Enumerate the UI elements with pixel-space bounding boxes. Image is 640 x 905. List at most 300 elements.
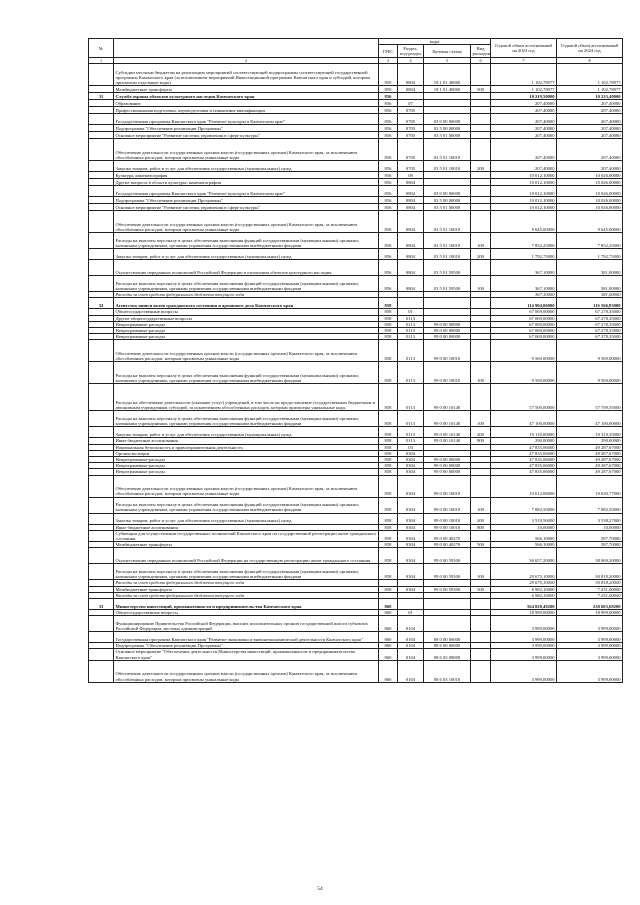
row-value-2024: 207,40000 (557, 100, 623, 107)
row-target-article: 03 5 01 10010 (424, 161, 471, 172)
row-number (89, 107, 114, 114)
row-name: Служба охраны объектов культурного наследия Камчатского края (114, 93, 379, 100)
row-value-2023: 566,10000 (491, 542, 557, 548)
row-value-2023: 36 657,20000 (491, 548, 557, 564)
row-grbs: 858 (379, 362, 398, 384)
row-razdel: 01 (398, 610, 424, 616)
table-row (89, 179, 623, 186)
row-expense-type (471, 530, 491, 541)
row-number (89, 204, 114, 211)
row-value-2023: 29 675,10000 (491, 564, 557, 580)
row-razdel: 0705 (398, 161, 424, 172)
row-number: 32 (89, 298, 114, 309)
row-target-article: 99 0 00 00000 (424, 328, 471, 334)
row-grbs: 856 (379, 139, 398, 161)
row-value-2024: 207,40000 (557, 161, 623, 172)
row-value-2023: 566,10000 (491, 530, 557, 541)
header-no: № (89, 39, 114, 58)
row-name: Межбюджетные трансферты (114, 542, 379, 548)
row-grbs: 858 (379, 542, 398, 548)
row-target-article: 99 0 00 00000 (424, 321, 471, 327)
row-value-2023: 6 982,10000 (491, 592, 557, 598)
row-value-2024: 9 645,00000 (557, 211, 623, 233)
row-number (89, 530, 114, 541)
row-razdel: 0304 (398, 497, 424, 513)
row-target-article: 03 5 01 10010 (424, 249, 471, 260)
row-razdel: 0304 (398, 475, 424, 497)
row-expense-type (471, 107, 491, 114)
row-expense-type (471, 93, 491, 100)
row-name: Общегосударственные вопросы (114, 309, 379, 315)
row-name: Государственная программа Камчатского края "Развитие культуры в Камчатском крае" (114, 186, 379, 197)
row-value-2023: 67 069,00000 (491, 309, 557, 315)
table-row (89, 186, 623, 197)
row-name: Другие общегосударственные вопросы (114, 315, 379, 321)
row-expense-type (471, 632, 491, 643)
table-row (89, 125, 623, 132)
table-row (89, 411, 623, 427)
row-grbs: 856 (379, 132, 398, 139)
row-expense-type (471, 179, 491, 186)
row-value-2024: 10 026,00000 (557, 186, 623, 197)
row-target-article: 03 5 01 00000 (424, 204, 471, 211)
row-expense-type (471, 475, 491, 497)
row-razdel: 0113 (398, 427, 424, 438)
row-name: Расходы на выплаты персоналу в целях обеспечения выполнения функций государственными (муниципальными) органами, казенными учреждениями, органами управления государственными внебюджетными фондами (114, 411, 379, 427)
row-number (89, 340, 114, 362)
row-expense-type (471, 132, 491, 139)
row-grbs: 850 (379, 86, 398, 93)
row-value-2024: 207,40000 (557, 114, 623, 125)
row-name: Обеспечение деятельности государственных органов власти (государственных органов) Камчатского края, за исключением обособленных расходов, которым присвоены уникальные коды (114, 139, 379, 161)
row-number (89, 64, 114, 86)
row-value-2023: 207,40000 (491, 132, 557, 139)
row-grbs: 858 (379, 411, 398, 427)
row-razdel: 0804 (398, 276, 424, 292)
table-row (89, 260, 623, 276)
row-razdel: 0304 (398, 450, 424, 456)
row-expense-type (471, 139, 491, 161)
row-grbs: 858 (379, 475, 398, 497)
header-vr: Вид расходов (472, 46, 490, 57)
row-razdel: 0113 (398, 438, 424, 444)
row-value-2024: 49 287,67000 (557, 469, 623, 475)
row-value-2023: 7 852,25000 (491, 233, 557, 249)
row-value-2024: 7 251,00000 (557, 586, 623, 592)
row-value-2023: 47 100,00000 (491, 411, 557, 427)
row-razdel: 0804 (398, 179, 424, 186)
row-target-article: 08 6 03 10010 (424, 660, 471, 682)
row-razdel: 0304 (398, 463, 424, 469)
row-target-article: 99 0 00 00000 (424, 469, 471, 475)
row-name: Непрограммные расходы (114, 457, 379, 463)
row-name: Межбюджетные трансферты (114, 86, 379, 93)
row-value-2023: 47 835,06000 (491, 463, 557, 469)
row-value-2023: 9 569,00000 (491, 362, 557, 384)
row-target-article: 03 0 00 00000 (424, 186, 471, 197)
row-expense-type (471, 64, 491, 86)
row-target-article: 99 0 00 40270 (424, 530, 471, 541)
row-grbs: 858 (379, 513, 398, 524)
row-expense-type (471, 649, 491, 660)
row-expense-type (471, 197, 491, 204)
row-expense-type (471, 125, 491, 132)
row-razdel: 0113 (398, 328, 424, 334)
row-value-2023: 3 999,00000 (491, 649, 557, 660)
row-value-2024: 10 233,40000 (557, 93, 623, 100)
row-expense-type: 200 (471, 249, 491, 260)
row-value-2024: 116 566,03000 (557, 298, 623, 309)
row-razdel: 0304 (398, 524, 424, 530)
row-razdel: 0804 (398, 233, 424, 249)
row-name: Расходы за счет средств федерального бюджета текущего года (114, 592, 379, 598)
row-value-2023: 3 999,00000 (491, 632, 557, 643)
row-razdel: 0113 (398, 315, 424, 321)
table-row (89, 427, 623, 438)
row-target-article: 99 0 00 59300 (424, 586, 471, 592)
row-razdel: 0804 (398, 204, 424, 211)
row-grbs: 856 (379, 260, 398, 276)
row-value-2024: 3 999,00000 (557, 632, 623, 643)
row-grbs: 860 (379, 616, 398, 632)
row-value-2023: 6 982,10000 (491, 586, 557, 592)
index-cell: 7 (491, 58, 557, 64)
table-row (89, 362, 623, 384)
row-name: Функционирование Правительства Российской Федерации, высших исполнительных органов государственной власти субъектов Российской Федерации, местных администраций (114, 616, 379, 632)
row-value-2023: 29 675,10000 (491, 580, 557, 586)
table-row (89, 276, 623, 292)
row-name: Осуществление переданных полномочий Российской Федерации на государственную регистрацию актов гражданского состояния (114, 548, 379, 564)
row-name: Осуществление переданных полномочий Российской Федерации в отношении объектов культурного наследия (114, 260, 379, 276)
row-name: Культура, кинематография (114, 172, 379, 179)
row-value-2024: 10 026,00000 (557, 204, 623, 211)
row-value-2024: 67 278,35000 (557, 315, 623, 321)
table-row (89, 298, 623, 309)
row-grbs: 858 (379, 564, 398, 580)
table-row (89, 497, 623, 513)
row-value-2024: 38 069,20000 (557, 548, 623, 564)
row-target-article: 99 0 00 59300 (424, 564, 471, 580)
table-row (89, 530, 623, 541)
row-number (89, 86, 114, 93)
row-expense-type: 200 (471, 513, 491, 524)
row-target-article: 99 0 00 40270 (424, 542, 471, 548)
row-razdel: 0304 (398, 564, 424, 580)
row-number (89, 384, 114, 411)
table-row (89, 564, 623, 580)
row-target-article: 99 0 00 10140 (424, 427, 471, 438)
row-grbs: 858 (379, 315, 398, 321)
row-razdel: 0304 (398, 542, 424, 548)
row-value-2024: 3 999,00000 (557, 643, 623, 649)
row-grbs: 860 (379, 660, 398, 682)
row-razdel: 0304 (398, 548, 424, 564)
row-grbs: 858 (379, 438, 398, 444)
row-target-article (424, 172, 471, 179)
row-target-article: 99 0 00 00000 (424, 334, 471, 340)
table-row (89, 107, 623, 114)
row-value-2023: 114 904,06000 (491, 298, 557, 309)
row-value-2023: 7 082,50000 (491, 497, 557, 513)
row-value-2023: 10 012,10000 (491, 172, 557, 179)
row-grbs: 856 (379, 161, 398, 172)
row-name: Обеспечение деятельности государственных органов власти (государственных органов) Камчатского края, за исключением обособленных расходов, которым присвоены уникальные коды (114, 340, 379, 362)
row-number (89, 125, 114, 132)
row-grbs: 858 (379, 463, 398, 469)
row-expense-type: 200 (471, 427, 491, 438)
row-target-article: 99 0 00 10010 (424, 340, 471, 362)
row-value-2023: 1 102,78977 (491, 86, 557, 93)
row-grbs: 858 (379, 457, 398, 463)
row-expense-type (471, 100, 491, 107)
table-body (89, 58, 623, 683)
row-value-2023: 10 012,10000 (491, 186, 557, 197)
row-value-2024: 381,00000 (557, 292, 623, 298)
row-grbs: 856 (379, 107, 398, 114)
row-value-2024: 381,00000 (557, 276, 623, 292)
row-razdel: 0804 (398, 64, 424, 86)
row-value-2024: 10 319,35000 (557, 427, 623, 438)
table-row (89, 649, 623, 660)
row-name: Иные бюджетные ассигнования (114, 524, 379, 530)
table-row (89, 161, 623, 172)
row-target-article: 99 0 00 10140 (424, 411, 471, 427)
header-cs: Целевая статья (424, 45, 471, 58)
row-value-2024: 10 026,00000 (557, 172, 623, 179)
row-razdel: 0804 (398, 86, 424, 93)
row-grbs: 858 (379, 334, 398, 340)
row-target-article: 03 5 00 00000 (424, 125, 471, 132)
row-value-2024: 207,40000 (557, 107, 623, 114)
row-grbs: 858 (379, 298, 398, 309)
row-number (89, 132, 114, 139)
row-expense-type (471, 616, 491, 632)
row-number (89, 660, 114, 682)
table-row (89, 172, 623, 179)
row-razdel: 07 (398, 100, 424, 107)
row-expense-type (471, 599, 491, 610)
row-grbs: 858 (379, 497, 398, 513)
table-row (89, 132, 623, 139)
row-value-2023: 1 102,78977 (491, 64, 557, 86)
row-name: Закупка товаров, работ и услуг для обеспечения государственных (муниципальных) нужд (114, 513, 379, 524)
row-number (89, 427, 114, 438)
row-grbs: 856 (379, 211, 398, 233)
row-value-2023: 207,40000 (491, 107, 557, 114)
row-razdel (398, 93, 424, 100)
row-expense-type: 100 (471, 233, 491, 249)
row-value-2023: 47 835,06000 (491, 444, 557, 450)
row-grbs: 860 (379, 632, 398, 643)
row-target-article: 08 6 03 00000 (424, 649, 471, 660)
table-row (89, 139, 623, 161)
table-row (89, 599, 623, 610)
row-value-2024: 49 287,67000 (557, 463, 623, 469)
index-cell: 3 (379, 58, 398, 64)
row-razdel: 03 (398, 444, 424, 450)
row-value-2023: 67 069,00000 (491, 315, 557, 321)
row-value-2024: 1 102,78977 (557, 64, 623, 86)
row-value-2023: 47 835,06000 (491, 469, 557, 475)
row-target-article: 03 5 01 59500 (424, 276, 471, 292)
row-grbs: 858 (379, 384, 398, 411)
row-number (89, 497, 114, 513)
row-target-article (424, 93, 471, 100)
row-value-2024: 67 278,35000 (557, 321, 623, 327)
row-target-article: 99 0 00 10010 (424, 497, 471, 513)
table-row (89, 211, 623, 233)
row-grbs: 858 (379, 469, 398, 475)
budget-page (88, 38, 622, 683)
row-value-2023: 10,00000 (491, 524, 557, 530)
table-row (89, 660, 623, 682)
row-name: Обеспечение деятельности государственных органов власти (государственных органов) Камчатского края, за исключением обособленных расходов, которым присвоены уникальные коды (114, 211, 379, 233)
row-target-article: 99 0 00 10010 (424, 524, 471, 530)
row-value-2023: 290,00000 (491, 438, 557, 444)
row-name: Расходы на обеспечение деятельности (оказание услуг) учреждений, в том числе на предоставление государственным бюджетным и автономным учреждениям субсидий, за исключением обособленных расходов, которым присвоены уникальные коды (114, 384, 379, 411)
row-grbs: 856 (379, 93, 398, 100)
row-value-2024: 9 569,00000 (557, 340, 623, 362)
row-razdel: 08 (398, 172, 424, 179)
row-name: Обеспечение деятельности государственных органов власти (государственных органов) Камчатского края, за исключением обособленных расходов, которым присвоены уникальные коды (114, 660, 379, 682)
row-number (89, 411, 114, 427)
row-grbs: 858 (379, 321, 398, 327)
row-value-2024: 67 278,35000 (557, 309, 623, 315)
row-grbs: 860 (379, 610, 398, 616)
row-number (89, 649, 114, 660)
row-razdel: 0804 (398, 211, 424, 233)
row-grbs: 856 (379, 204, 398, 211)
row-expense-type (471, 660, 491, 682)
row-number (89, 616, 114, 632)
row-value-2024: 67 278,35000 (557, 334, 623, 340)
row-expense-type: 100 (471, 564, 491, 580)
row-name: Непрограммные расходы (114, 328, 379, 334)
row-name: Обеспечение деятельности государственных органов власти (государственных органов) Камчатского края, за исключением обособленных расходов, которым присвоены уникальные коды (114, 475, 379, 497)
row-value-2024: 1 792,75000 (557, 249, 623, 260)
row-value-2023: 3 999,00000 (491, 616, 557, 632)
row-name: Непрограммные расходы (114, 334, 379, 340)
row-razdel: 0804 (398, 186, 424, 197)
row-name: Расходы за счет средств федерального бюджета текущего года (114, 292, 379, 298)
header-name (114, 39, 379, 58)
row-number (89, 548, 114, 564)
row-razdel: 0804 (398, 260, 424, 276)
row-razdel: 0705 (398, 114, 424, 125)
row-grbs: 856 (379, 100, 398, 107)
row-number (89, 362, 114, 384)
row-name: Подпрограмма "Обеспечение реализации Программы" (114, 197, 379, 204)
row-expense-type: 100 (471, 411, 491, 427)
row-name: Подпрограмма "Обеспечение реализации Программы" (114, 643, 379, 649)
header-razdel: Раздел, под-раздел (398, 45, 424, 58)
row-razdel: 0113 (398, 340, 424, 362)
row-target-article: 99 0 00 10140 (424, 384, 471, 411)
row-expense-type (471, 340, 491, 362)
row-value-2023: 10 012,10000 (491, 204, 557, 211)
header-2023: Годовой объем ассигнований на 2023 год (491, 39, 557, 58)
row-expense-type: 500 (471, 542, 491, 548)
row-number (89, 172, 114, 179)
row-value-2024: 10,00000 (557, 524, 623, 530)
row-razdel: 0304 (398, 513, 424, 524)
row-value-2023: 3 999,00000 (491, 643, 557, 649)
row-name: Расходы на выплаты персоналу в целях обеспечения выполнения функций государственными (муниципальными) органами, казенными учреждениями, органами управления государственными внебюджетными фондами (114, 564, 379, 580)
row-expense-type: 500 (471, 86, 491, 93)
row-grbs: 858 (379, 340, 398, 362)
row-value-2023: 564 820,49200 (491, 599, 557, 610)
row-name: Расходы на выплаты персоналу в целях обеспечения выполнения функций государственными (муниципальными) органами, казенными учреждениями, органами управления государственными внебюджетными фондами (114, 276, 379, 292)
row-target-article: 08 0 00 00000 (424, 632, 471, 643)
row-value-2024: 10 026,00000 (557, 197, 623, 204)
row-name: Министерство инвестиций, промышленности и предпринимательства Камчатского края (114, 599, 379, 610)
row-grbs: 858 (379, 548, 398, 564)
row-number (89, 161, 114, 172)
row-name: Расходы на выплаты персоналу в целях обеспечения выполнения функций государственными (муниципальными) органами, казенными учреждениями, органами управления государственными внебюджетными фондами (114, 233, 379, 249)
row-target-article: 99 0 00 00000 (424, 457, 471, 463)
header-codes: коды (379, 39, 491, 45)
row-value-2024: 7 082,50000 (557, 497, 623, 513)
row-value-2024: 67 278,35000 (557, 328, 623, 334)
table-row (89, 197, 623, 204)
row-expense-type (471, 384, 491, 411)
row-name: Государственная программа Камчатского края "Развитие культуры в Камчатском крае" (114, 114, 379, 125)
row-number: 31 (89, 93, 114, 100)
row-value-2024: 587,70000 (557, 542, 623, 548)
row-grbs: 858 (379, 309, 398, 315)
row-value-2023: 10 012,10000 (491, 179, 557, 186)
row-value-2024: 3 999,00000 (557, 660, 623, 682)
index-cell: 2 (114, 58, 379, 64)
row-target-article: 99 0 00 10140 (424, 438, 471, 444)
row-grbs: 858 (379, 586, 398, 592)
row-value-2024: 207,40000 (557, 139, 623, 161)
row-value-2023: 47 835,06000 (491, 450, 557, 456)
row-razdel: 0804 (398, 249, 424, 260)
row-razdel: 0113 (398, 362, 424, 384)
row-expense-type (471, 172, 491, 179)
row-number (89, 114, 114, 125)
row-name: Расходы на выплаты персоналу в целях обеспечения выполнения функций государственными (муниципальными) органами, казенными учреждениями, органами управления государственными внебюджетными фондами (114, 362, 379, 384)
row-razdel: 0705 (398, 125, 424, 132)
row-razdel: 0104 (398, 616, 424, 632)
row-expense-type: 800 (471, 438, 491, 444)
row-value-2024: 47 100,00000 (557, 411, 623, 427)
row-number (89, 100, 114, 107)
row-grbs: 856 (379, 186, 398, 197)
row-value-2024: 7 251,00000 (557, 592, 623, 598)
row-value-2023: 67 069,00000 (491, 328, 557, 334)
table-row (89, 475, 623, 497)
row-grbs: 856 (379, 197, 398, 204)
row-number: 33 (89, 599, 114, 610)
row-target-article: 03 5 01 00000 (424, 132, 471, 139)
row-grbs: 856 (379, 172, 398, 179)
row-number (89, 197, 114, 204)
row-name: Основное мероприятие "Обеспечение деятельности Министерства инвестиций, промышленности и предпринимательства Камчатского края" (114, 649, 379, 660)
index-cell: 1 (89, 58, 114, 64)
row-expense-type: 100 (471, 362, 491, 384)
row-value-2024: 207,40000 (557, 132, 623, 139)
header-grbs: ГРБС (379, 45, 398, 58)
table-row (89, 100, 623, 107)
row-number (89, 475, 114, 497)
row-value-2023: 207,40000 (491, 139, 557, 161)
row-razdel: 0113 (398, 411, 424, 427)
row-grbs: 856 (379, 276, 398, 292)
row-target-article: 03 0 00 00000 (424, 114, 471, 125)
row-razdel: 0104 (398, 632, 424, 643)
